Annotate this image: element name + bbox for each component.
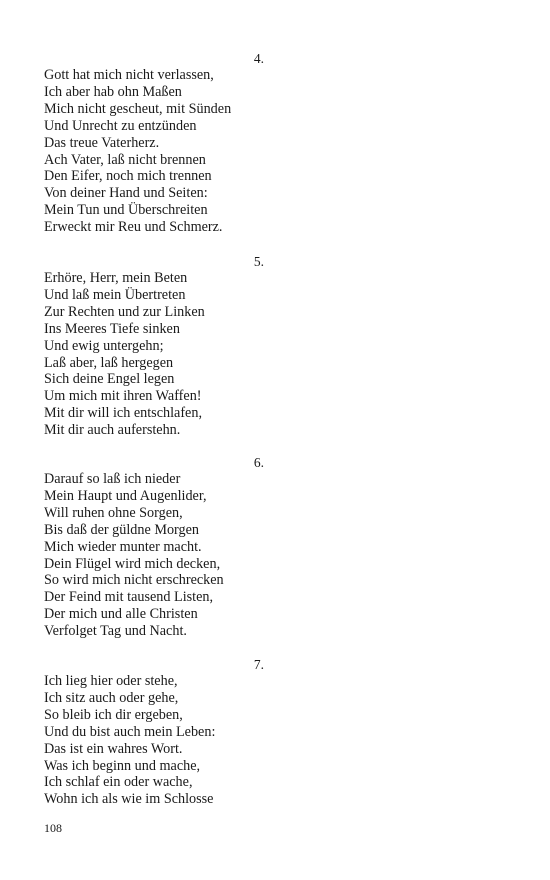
- verse-line: Zur Rechten und zur Linken: [44, 303, 205, 320]
- verse-line: Von deiner Hand und Seiten:: [44, 185, 208, 202]
- verse-line: Der Feind mit tausend Listen,: [44, 589, 214, 606]
- verse-line: Den Eifer, noch mich trennen: [44, 168, 212, 185]
- verse-line: Darauf so laß ich nieder: [44, 471, 181, 487]
- stanza-number: 4.: [253, 51, 264, 66]
- page-number: 108: [44, 821, 62, 835]
- verse-line: Und laß mein Übertreten: [44, 286, 186, 303]
- stanza-lines: [44, 67, 231, 236]
- verse-line: Laß aber, laß hergegen: [44, 354, 174, 371]
- verse-line: Verfolget Tag und Nacht.: [44, 623, 187, 640]
- stanza-lines: [44, 270, 205, 439]
- verse-line: Mein Haupt und Augenlider,: [44, 487, 207, 504]
- verse-line: Ich aber hab ohn Maßen: [44, 83, 182, 100]
- verse-line: Ach Vater, laß nicht brennen: [44, 151, 206, 168]
- verse-line: Mich wieder munter macht.: [44, 538, 202, 555]
- verse-line: Ich schlaf ein oder wache,: [44, 774, 193, 791]
- verse-line: Um mich mit ihren Waffen!: [44, 388, 202, 405]
- verse-line: Erweckt mir Reu und Schmerz.: [44, 219, 223, 236]
- verse-line: Mein Tun und Überschreiten: [44, 202, 208, 219]
- stanza-number: 7.: [253, 657, 264, 672]
- verse-line: So bleib ich dir ergeben,: [44, 706, 183, 723]
- verse-line: Und ewig untergehn;: [44, 337, 164, 354]
- verse-line: Dein Flügel wird mich decken,: [44, 555, 221, 572]
- verse-line: Der mich und alle Christen: [44, 606, 198, 623]
- verse-line: Das ist ein wahres Wort.: [44, 740, 183, 757]
- verse-line: Will ruhen ohne Sorgen,: [44, 504, 183, 521]
- verse-line: Mich nicht gescheut, mit Sünden: [44, 100, 232, 117]
- verse-line: Was ich beginn und mache,: [44, 757, 201, 774]
- verse-line: Und du bist auch mein Leben:: [44, 723, 216, 740]
- stanza-number: 6.: [253, 455, 264, 470]
- stanza-number: 5.: [253, 254, 264, 269]
- verse-line: Erhöre, Herr, mein Beten: [44, 270, 188, 286]
- verse-line: Ins Meeres Tiefe sinken: [44, 320, 180, 337]
- verse-line: Mit dir will ich entschlafen,: [44, 405, 202, 422]
- verse-line: Ich sitz auch oder gehe,: [44, 689, 179, 706]
- verse-line: Wohn ich als wie im Schlosse: [44, 791, 214, 808]
- verse-line: Gott hat mich nicht verlassen,: [44, 67, 214, 83]
- verse-line: So wird mich nicht erschrecken: [44, 572, 224, 589]
- verse-line: Ich lieg hier oder stehe,: [44, 673, 178, 689]
- verse-line: Sich deine Engel legen: [44, 371, 175, 388]
- verse-line: Mit dir auch auferstehn.: [44, 422, 181, 439]
- verse-line: Bis daß der güldne Morgen: [44, 521, 199, 538]
- stanza-lines: [44, 471, 224, 640]
- stanza-lines: [44, 673, 215, 808]
- verse-line: Das treue Vaterherz.: [44, 134, 160, 151]
- verse-line: Und Unrecht zu entzünden: [44, 117, 197, 134]
